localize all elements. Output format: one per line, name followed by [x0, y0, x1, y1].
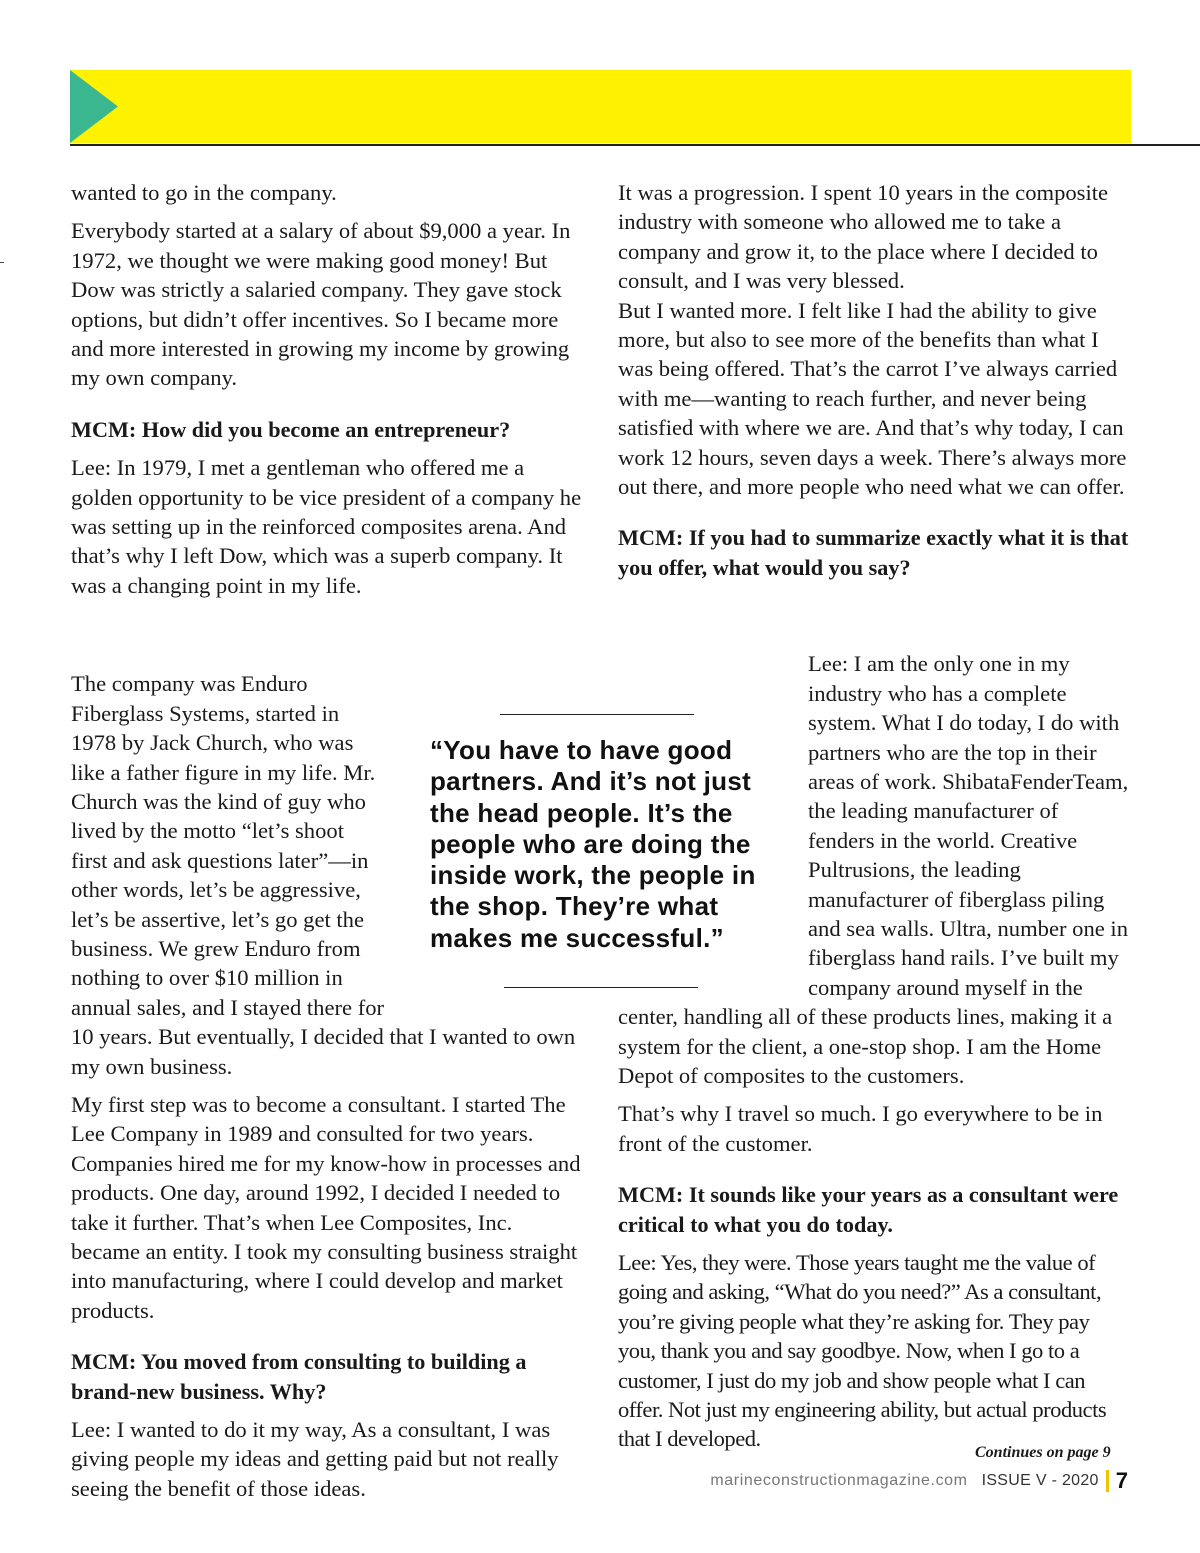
paragraph: That’s why I travel so much. I go everywhere to be in front of the customer.: [618, 1101, 1103, 1156]
paragraph: It was a progression. I spent 10 years in the composite industry with someone who allowed me to take a company and grow it, to the place where I decided to consult, and I was very blessed.: [618, 180, 1109, 294]
pull-quote: “You have to have good partners. And it’s not just the head people. It’s the people who are doing the inside work, the people in the shop. They’re what makes me successful.”: [430, 735, 756, 953]
interview-question: MCM: You moved from consulting to building a brand-new business. Why?: [71, 1349, 527, 1404]
paragraph: Everybody started at a salary of about $9,000 a year. In 1972, we thought we were making good money! But Dow was strictly a salaried company. They gave stock options, but didn’t offer incentives. So I became more and more interested in growing my income by growing my own company.: [71, 218, 571, 391]
paragraph: Lee: In 1979, I met a gentleman who offered me a golden opportunity to be vice president of a company he was setting up in the reinforced composites arena. And that’s why I left Dow, which was a superb company. It was a changing point in my life.: [71, 455, 582, 598]
paragraph: wanted to go in the company.: [71, 180, 337, 205]
footer-site: marineconstructionmagazine.com: [710, 1472, 968, 1489]
pull-quote-rule-bottom: [504, 987, 698, 988]
margin-tick: [0, 262, 4, 263]
paragraph: Lee: Yes, they were. Those years taught me the value of going and asking, “What do you need?” As a consultant, you’re giving people what they’re asking for. They pay you, thank you and say goodbye. Now, when I go to a customer, I just do my job and show people what I can offer. Not just my engineering ability, but actual products that I developed.: [618, 1250, 1107, 1452]
paragraph: Lee: I wanted to do it my way, As a consultant, I was giving people my ideas and getting paid but not really seeing the benefit of those ideas.: [71, 1417, 559, 1501]
paragraph: The company was Enduro Fiberglass Systems, started in 1978 by Jack Church, who was like a father figure in my life. Mr. Church was the kind of guy who lived by the motto “let’s shoot first and ask questions later”—in other words, let’s be aggressive, let’s be assertive, let’s go get the business. We grew Enduro from nothing to over $10 million in annual sales, and I stayed there for 10 years. But eventually, I decided that I wanted to own my own business.: [71, 671, 576, 1079]
footer-issue: ISSUE V - 2020: [981, 1472, 1099, 1489]
paragraph: My first step was to become a consultant. I started The Lee Company in 1989 and consulted for two years. Companies hired me for my know-how in processes and products. One day, around 1992, I decided I needed to take it further. That’s when Lee Composites, Inc. became an entity. I took my consulting business straight into manufacturing, where I could develop and market products.: [71, 1091, 581, 1323]
page-footer: [710, 1468, 1128, 1494]
arrow-triangle-icon: [70, 70, 118, 143]
interview-question: MCM: How did you become an entrepreneur?: [71, 416, 511, 442]
footer-divider: [1106, 1470, 1109, 1492]
pull-quote-rule-top: [500, 714, 694, 715]
continues-note: Continues on page 9: [975, 1444, 1111, 1461]
interview-question: MCM: It sounds like your years as a consultant were critical to what you do today.: [618, 1182, 1119, 1237]
page-number: 7: [1115, 1468, 1128, 1493]
paragraph: But I wanted more. I felt like I had the ability to give more, but also to see more of the benefits than what I was being offered. That’s the carrot I’ve always carried with me—wanting to reach further, and never being satisfied with where we are. And that’s why today, I can work 12 hours, seven days a week. There’s always more out there, and more people who need what we can offer.: [618, 297, 1127, 500]
interview-question: MCM: If you had to summarize exactly what it is that you offer, what would you say?: [618, 525, 1129, 580]
paragraph: Lee: I am the only one in my industry who has a complete system. What I do today, I do with partners who are the top in their areas of work. ShibataFenderTeam, the leading manufacturer of fenders in the world. Creative Pultrusions, the leading manufacturer of fiberglass piling and sea walls. Ultra, number one in fiberglass hand rails. I’ve built my company around myself in the center, handling all of these products lines, making it a system for the client, a one-stop shop. I am the Home Depot of composites to the customers.: [618, 651, 1129, 1088]
header-banner: [70, 70, 1131, 143]
header-rule: [70, 144, 1200, 146]
